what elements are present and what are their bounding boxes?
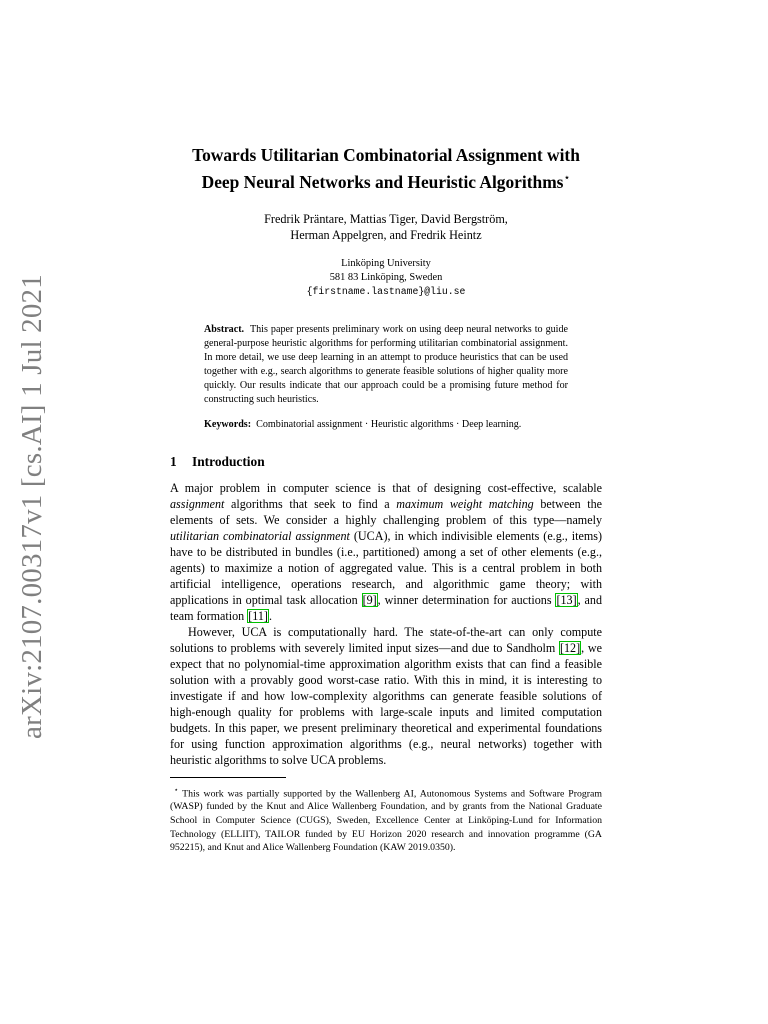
affiliation-address: 581 83 Linköping, Sweden xyxy=(329,271,443,283)
intro-paragraph-1 xyxy=(170,481,602,625)
para1-emph-assignment: assignment xyxy=(170,497,225,512)
abstract-label: Abstract. xyxy=(204,323,245,335)
para1-emph-uca: utilitarian combinatorial assignment xyxy=(170,529,350,544)
para1-text-2: algorithms that seek to find a xyxy=(224,497,397,512)
authors-line-1: Fredrik Präntare, Mattias Tiger, David Bergström, xyxy=(264,211,508,226)
section-number: 1 xyxy=(170,454,177,470)
affiliation-email: {firstname.lastname}@liu.se xyxy=(306,285,466,297)
keywords xyxy=(204,418,568,432)
title-footnote-mark: ⋆ xyxy=(563,172,571,184)
title-line-1: Towards Utilitarian Combinatorial Assignment with xyxy=(192,145,580,165)
intro-paragraph-2 xyxy=(170,625,602,769)
author-list xyxy=(170,211,602,243)
footnote xyxy=(170,784,602,855)
authors-line-2: Herman Appelgren, and Fredrik Heintz xyxy=(290,227,482,242)
affiliation xyxy=(170,257,602,299)
para1-text-6: , and team formation xyxy=(170,593,603,623)
para1-emph-matching: maximum weight matching xyxy=(396,497,534,512)
footnote-rule xyxy=(170,777,286,778)
para1-text-5: , winner determination for auctions xyxy=(377,593,556,608)
para1-text-3: between the elements of sets. We consider a highly challenging problem of this type—namely xyxy=(170,497,602,528)
footnote-mark: ⋆ xyxy=(174,785,179,794)
abstract-text: This paper presents preliminary work on using deep neural networks to guide general-purpose heuristic algorithms for performing utilitarian combinatorial assignment. In more detail, we use deep learning in an attempt to produce heuristics that can be used together with e.g., search algorithms to generate feasible solutions of higher quality more quickly. Our results indicate that our approach could be a promising future method for constructing such heuristics. xyxy=(204,323,569,406)
arxiv-identifier-text: arXiv:2107.00317v1 [cs.AI] 1 Jul 2021 xyxy=(15,273,48,739)
para2-text-1: However, UCA is computationally hard. The state-of-the-art can only compute solutions to problems with severely limited input sizes—and due to Sandholm xyxy=(170,624,602,655)
keywords-text: Combinatorial assignment · Heuristic algorithms · Deep learning. xyxy=(256,419,522,431)
section-heading-introduction xyxy=(170,453,602,471)
keywords-label: Keywords: xyxy=(204,419,252,431)
footnote-text: This work was partially supported by the Wallenberg AI, Autonomous Systems and Software Program (WASP) funded by the Knut and Alice Wallenberg Foundation, and by grants from the National Graduate School in Computer Science (CUGS), Sweden, Excellence Center at Linköping-Lund for Information Technology (ELLIIT), TAILOR funded by EU Horizon 2020 research and innovation programme (GA 952215), and Knut and Alice Wallenberg Foundation (KAW 2019.0350). xyxy=(170,787,602,854)
citation-link-11[interactable]: [11] xyxy=(248,608,268,623)
para1-text-7: . xyxy=(268,608,272,623)
paper-title xyxy=(170,144,602,194)
para2-text-2: , we expect that no polynomial-time approximation algorithm exists that can find a feasible solution with a provably good worst-case ratio. With this in mind, it is interesting to investigate if and how low-complexity algorithms can generate feasible solutions of high-enough quality for problems with large-scale inputs and limited computation budgets. In this paper, we present preliminary theoretical and experimental foundations for using function approximation algorithms (e.g., neural networks) together with heuristic algorithms to solve UCA problems. xyxy=(170,640,602,767)
para1-text-4: (UCA), in which indivisible elements (e.g., items) have to be distributed in bundles (i.e., partitioned) among a set of other elements (e.g., agents) to maximize a notion of aggregated value. This is a central problem in both artificial intelligence, operations research, and algorithmic game theory; with applications in optimal task allocation xyxy=(170,529,602,608)
abstract xyxy=(204,323,568,408)
paper-first-page xyxy=(170,144,602,855)
citation-link-13[interactable]: [13] xyxy=(556,593,577,608)
title-line-2: Deep Neural Networks and Heuristic Algorithms xyxy=(201,171,564,192)
affiliation-university: Linköping University xyxy=(341,257,431,269)
arxiv-identifier-margin xyxy=(4,273,60,739)
citation-link-9[interactable]: [9] xyxy=(362,593,377,608)
para1-text-1: A major problem in computer science is that of designing cost-effective, scalable xyxy=(170,481,602,496)
citation-link-12[interactable]: [12] xyxy=(559,640,581,655)
section-title: Introduction xyxy=(192,454,265,470)
